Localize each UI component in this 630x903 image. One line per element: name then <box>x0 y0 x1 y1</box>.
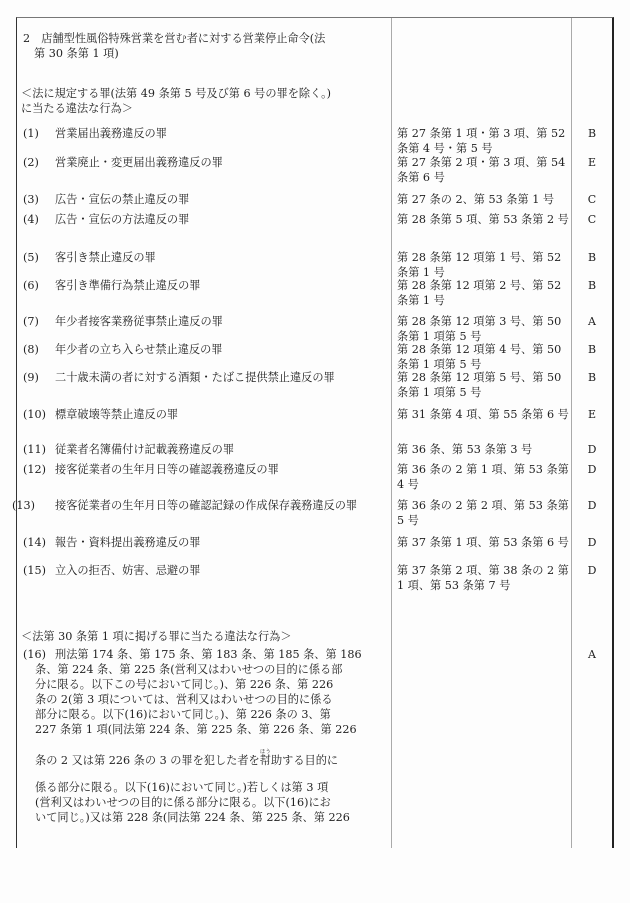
row-number: (3) <box>23 193 39 206</box>
grade-cell: A <box>588 315 596 328</box>
article-reference-cell: 第 28 条第 12 項第 5 号、第 50 条第 1 項第 5 号 <box>397 371 562 399</box>
grade-cell: E <box>587 156 597 169</box>
offense-text: 二十歳未満の者に対する酒類・たばこ提供禁止違反の罪 <box>55 371 335 384</box>
offense-cell <box>23 563 385 578</box>
row16-line: 条、第 224 条、第 225 条(営利又はわいせつの目的に係る部 <box>35 663 343 676</box>
article-reference-cell: 第 36 条の 2 第 1 項、第 53 条第 4 号 <box>397 463 569 491</box>
offense-cell <box>12 498 396 513</box>
offense-text: 接客従業者の生年月日等の確認記録の作成保存義務違反の罪 <box>55 499 358 512</box>
ruby-annotation <box>259 749 271 767</box>
offense-text: 報告・資料提出義務違反の罪 <box>55 536 201 549</box>
section-title-line2: 第 30 条第 1 項) <box>34 47 119 60</box>
article-reference-cell: 第 36 条、第 53 条第 3 号 <box>397 443 533 456</box>
group1-heading-line2: に当たる違法な行為＞ <box>21 102 133 115</box>
row-number: (1) <box>23 127 39 140</box>
article-reference-cell: 第 27 条の 2、第 53 条第 1 号 <box>397 193 555 206</box>
grade-cell: B <box>587 127 597 140</box>
row16-line: 刑法第 174 条、第 175 条、第 183 条、第 185 条、第 186 <box>55 648 362 661</box>
grade-cell: B <box>587 371 597 384</box>
article-reference-cell: 第 36 条の 2 第 2 項、第 53 条第 5 号 <box>397 499 569 527</box>
grade-cell: C <box>587 193 597 206</box>
group2-heading-text: ＜法第 30 条第 1 項に掲げる罪に当たる違法な行為＞ <box>21 630 292 643</box>
offense-cell <box>23 250 385 265</box>
row16-line: 部分に限る。以下(16)において同じ。)、第 226 条の 3、第 <box>35 708 331 721</box>
grade-cell: B <box>587 279 597 292</box>
offense-text: 年少者の立ち入らせ禁止違反の罪 <box>55 343 223 356</box>
grade-cell: A <box>588 648 596 661</box>
offense-text: 広告・宣伝の禁止違反の罪 <box>55 193 190 206</box>
grade-cell: B <box>587 251 597 264</box>
row-number: (14) <box>23 536 46 549</box>
row16-line: 227 条第 1 項(同法第 224 条、第 225 条、第 226 条、第 226 <box>35 723 357 736</box>
grade-cell: D <box>587 499 597 512</box>
article-reference-cell: 第 28 条第 12 項第 3 号、第 50 条第 1 項第 5 号 <box>397 315 562 343</box>
row16-line-part: 条の 2 又は第 226 条の 3 の罪を犯した者を <box>35 754 260 767</box>
article-reference-cell: 第 27 条第 1 項・第 3 項、第 52 条第 4 号・第 5 号 <box>397 127 566 155</box>
row16-text <box>23 647 385 825</box>
offense-text: 客引き禁止違反の罪 <box>55 251 156 264</box>
document-page <box>12 17 614 848</box>
article-reference-cell: 第 28 条第 12 項第 4 号、第 50 条第 1 項第 5 号 <box>397 343 562 371</box>
ruby-base: 幇 <box>259 754 271 767</box>
offense-cell <box>23 462 385 477</box>
offense-text: 広告・宣伝の方法違反の罪 <box>55 213 190 226</box>
offense-cell <box>23 442 385 457</box>
offense-cell <box>23 407 385 422</box>
row-number: (13) <box>12 499 35 512</box>
offense-cell <box>23 126 385 141</box>
offense-cell <box>23 342 385 357</box>
row-number: (8) <box>23 343 39 356</box>
row-number: (7) <box>23 315 39 328</box>
row-number: (12) <box>23 463 46 476</box>
offense-cell <box>23 155 385 170</box>
article-reference-cell: 第 28 条第 12 項第 2 号、第 52 条第 1 号 <box>397 279 562 307</box>
column-divider-ref <box>391 18 392 848</box>
row16-line-part: 助する目的に <box>270 754 339 767</box>
article-reference-cell: 第 28 条第 5 項、第 53 条第 2 号 <box>397 213 569 226</box>
offense-cell <box>23 192 385 207</box>
offense-cell <box>23 535 385 550</box>
grade-cell: D <box>587 536 597 549</box>
grade-cell: C <box>587 213 597 226</box>
article-reference-cell: 第 31 条第 4 項、第 55 条第 6 号 <box>397 408 569 421</box>
offense-text: 客引き準備行為禁止違反の罪 <box>55 279 201 292</box>
article-reference-cell: 第 37 条第 2 項、第 38 条の 2 第 1 項、第 53 条第 7 号 <box>397 564 569 592</box>
column-divider-grade <box>571 18 572 848</box>
offense-text: 立入の拒否、妨害、忌避の罪 <box>55 564 201 577</box>
offense-cell <box>23 370 385 385</box>
row-number: (6) <box>23 279 39 292</box>
grade-cell: B <box>587 343 597 356</box>
row-number: (4) <box>23 213 39 226</box>
article-reference-cell: 第 37 条第 1 項、第 53 条第 6 号 <box>397 536 569 549</box>
row-number: (11) <box>23 443 46 456</box>
row16-line: 係る部分に限る。以下(16)において同じ。)若しくは第 3 項 <box>35 781 329 794</box>
row16-line: いて同じ。)又は第 228 条(同法第 224 条、第 225 条、第 226 <box>35 811 350 824</box>
row16-line: (営利又はわいせつの目的に係る部分に限る。以下(16)にお <box>35 796 331 809</box>
offense-text: 従業者名簿備付け記載義務違反の罪 <box>55 443 235 456</box>
offense-cell <box>23 314 385 329</box>
offense-text: 営業届出義務違反の罪 <box>55 127 167 140</box>
group1-heading-line1: ＜法に規定する罪(法第 49 条第 5 号及び第 6 号の罪を除く。) <box>21 87 332 100</box>
row16-line-ruby <box>23 749 385 768</box>
offense-cell <box>23 212 385 227</box>
grade-cell: D <box>587 443 597 456</box>
row-number: (16) <box>23 648 46 661</box>
row-number: (5) <box>23 251 39 264</box>
article-reference-cell: 第 28 条第 12 項第 1 号、第 52 条第 1 号 <box>397 251 562 279</box>
grade-cell: D <box>587 564 597 577</box>
row-number: (10) <box>23 408 46 421</box>
offense-text: 接客従業者の生年月日等の確認義務違反の罪 <box>55 463 279 476</box>
offense-cell <box>23 278 385 293</box>
grade-cell: E <box>587 408 597 421</box>
row16-line: 条の 2(第 3 項については、営利又はわいせつの目的に係る <box>35 693 333 706</box>
offense-text: 標章破壊等禁止違反の罪 <box>55 408 179 421</box>
offense-text: 営業廃止・変更届出義務違反の罪 <box>55 156 223 169</box>
offense-text: 年少者接客業務従事禁止違反の罪 <box>55 315 223 328</box>
article-reference-cell: 第 27 条第 2 項・第 3 項、第 54 条第 6 号 <box>397 156 566 184</box>
grade-cell: D <box>587 463 597 476</box>
row-number: (9) <box>23 371 39 384</box>
section-title-line1: 2 店舗型性風俗特殊営業を営む者に対する営業停止命令(法 <box>23 32 326 45</box>
row-number: (15) <box>23 564 46 577</box>
row16-line: 分に限る。以下この号において同じ。)、第 226 条、第 226 <box>35 678 334 691</box>
ruby-text: ほう <box>259 749 271 755</box>
row-number: (2) <box>23 156 39 169</box>
